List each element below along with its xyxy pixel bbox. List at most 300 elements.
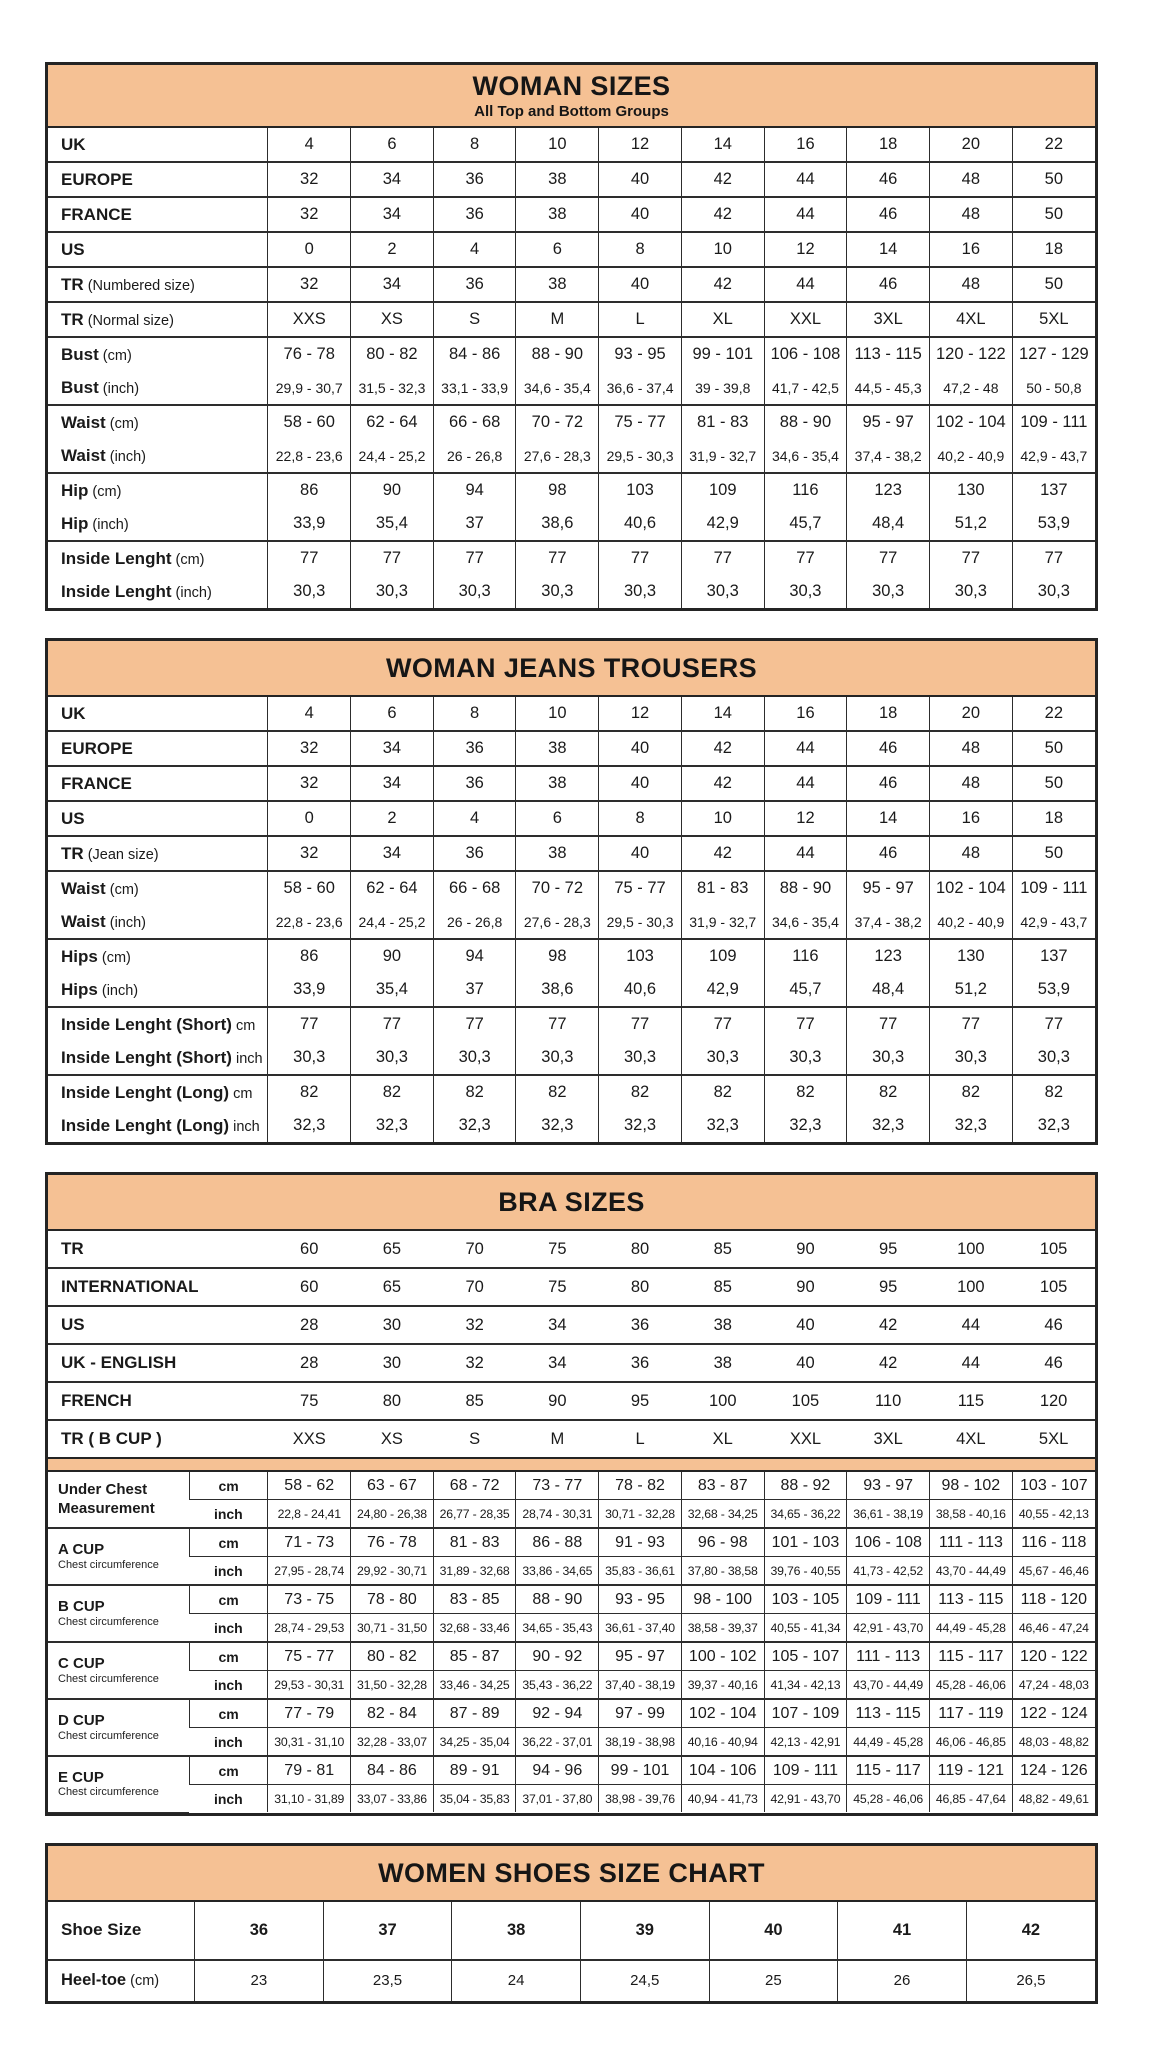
table-row	[48, 1268, 1095, 1306]
size-cell: 93 - 95	[599, 1585, 682, 1614]
size-cell: 35,4	[351, 507, 434, 541]
size-cell: 90	[351, 473, 434, 507]
size-cell: 36	[433, 766, 516, 801]
size-cell: 30,3	[930, 1041, 1013, 1075]
size-cell: 10	[516, 697, 599, 731]
size-cell: 95	[847, 1231, 930, 1268]
table-row	[48, 905, 1095, 939]
size-cell: 66 - 68	[433, 405, 516, 439]
size-cell: 31,50 - 32,28	[351, 1671, 434, 1700]
size-cell: 71 - 73	[268, 1528, 351, 1557]
size-cell: 100	[681, 1382, 764, 1420]
size-cell: 42	[681, 162, 764, 197]
row-label-text: Waist	[61, 412, 106, 432]
size-cell: 42	[681, 197, 764, 232]
row-label-note: (inch)	[105, 914, 147, 931]
unit-cell: inch	[189, 1671, 268, 1700]
size-cell: 95	[847, 1268, 930, 1306]
row-label	[48, 197, 268, 232]
size-cell: 34	[351, 162, 434, 197]
unit-cell: inch	[189, 1785, 268, 1813]
size-cell: 32	[433, 1306, 516, 1344]
size-cell: L	[599, 302, 682, 337]
size-cell: 30,3	[847, 575, 930, 608]
size-cell: 103 - 107	[1012, 1472, 1095, 1500]
size-cell: 36,61 - 37,40	[599, 1614, 682, 1643]
size-cell: 77	[764, 541, 847, 575]
size-cell: 110	[847, 1382, 930, 1420]
row-label-note: (cm)	[105, 881, 139, 898]
size-cell: 62 - 64	[351, 871, 434, 905]
row-label-text: E CUP	[58, 1768, 104, 1786]
size-cell: 82	[599, 1075, 682, 1109]
size-cell: 38	[681, 1344, 764, 1382]
size-cell: 80	[599, 1231, 682, 1268]
table-row	[48, 1728, 1095, 1757]
size-cell: 95 - 97	[847, 405, 930, 439]
size-cell: 36	[433, 836, 516, 871]
row-label-text: FRENCH	[61, 1391, 132, 1410]
size-cell: 5XL	[1012, 1420, 1095, 1457]
size-cell: 32,3	[681, 1109, 764, 1142]
size-cell: 35,4	[351, 973, 434, 1007]
row-label	[48, 1382, 268, 1420]
size-cell: 22	[1012, 697, 1095, 731]
table-row	[48, 1306, 1095, 1344]
row-label	[48, 1472, 189, 1528]
size-cell: 100	[930, 1268, 1013, 1306]
size-cell: 83 - 87	[681, 1472, 764, 1500]
size-cell: 30,3	[681, 575, 764, 608]
size-cell: 38	[516, 766, 599, 801]
size-cell: 31,9 - 32,7	[681, 439, 764, 473]
table-row	[48, 871, 1095, 905]
size-cell: 120 - 122	[1012, 1642, 1095, 1671]
size-cell: 32,3	[930, 1109, 1013, 1142]
size-cell: 98 - 102	[929, 1472, 1012, 1500]
size-cell: 29,92 - 30,71	[351, 1557, 434, 1586]
size-cell: 45,7	[764, 973, 847, 1007]
table-row	[48, 162, 1095, 197]
size-cell: 32,3	[433, 1109, 516, 1142]
size-cell: 3XL	[847, 302, 930, 337]
size-cell: 30,3	[433, 1041, 516, 1075]
size-cell: 40	[764, 1306, 847, 1344]
size-cell: 45,7	[764, 507, 847, 541]
size-cell: 46	[847, 267, 930, 302]
size-cell: 36	[433, 197, 516, 232]
size-cell: 103	[599, 473, 682, 507]
size-cell: 31,89 - 32,68	[433, 1557, 516, 1586]
table-row	[48, 1382, 1095, 1420]
row-label	[48, 541, 268, 575]
table-row	[48, 1007, 1095, 1041]
size-cell: 33,46 - 34,25	[433, 1671, 516, 1700]
size-cell: 98 - 100	[681, 1585, 764, 1614]
size-cell: 77	[681, 541, 764, 575]
size-cell: 106 - 108	[764, 337, 847, 371]
row-label-text: FRANCE	[61, 773, 132, 793]
size-cell: 85	[681, 1268, 764, 1306]
size-cell: 82	[930, 1075, 1013, 1109]
size-cell: 38	[516, 162, 599, 197]
row-label-text: Heel-toe	[61, 1971, 127, 1989]
bra-sizes-upper-grid	[48, 1231, 1095, 1457]
size-cell: 86	[268, 939, 351, 973]
size-cell: 30,3	[433, 575, 516, 608]
size-cell: 26	[838, 1960, 967, 2001]
size-cell: 111 - 113	[847, 1642, 930, 1671]
size-cell: 75 - 77	[268, 1642, 351, 1671]
row-label	[48, 1528, 189, 1585]
size-cell: 41,34 - 42,13	[764, 1671, 847, 1700]
size-cell: 92 - 94	[516, 1699, 599, 1728]
row-label-text: C CUP	[58, 1654, 105, 1672]
size-cell: 99 - 101	[599, 1756, 682, 1785]
size-cell: 30,3	[1012, 1041, 1095, 1075]
size-cell: 48	[930, 836, 1013, 871]
size-cell: 24	[452, 1960, 581, 2001]
size-cell: 82	[516, 1075, 599, 1109]
size-cell: 36	[433, 267, 516, 302]
row-label	[48, 507, 268, 541]
size-cell: 116	[764, 939, 847, 973]
row-label-text: Waist	[61, 878, 106, 898]
size-cell: 60	[268, 1268, 351, 1306]
size-cell: 42	[847, 1344, 930, 1382]
row-label	[48, 267, 268, 302]
size-cell: 48,03 - 48,82	[1012, 1728, 1095, 1757]
size-cell: 39,76 - 40,55	[764, 1557, 847, 1586]
size-cell: 48,82 - 49,61	[1012, 1785, 1095, 1813]
size-cell: 2	[351, 232, 434, 267]
size-cell: 65	[351, 1268, 434, 1306]
size-cell: 119 - 121	[929, 1756, 1012, 1785]
size-cell: 32,68 - 34,25	[681, 1500, 764, 1529]
size-cell: 89 - 91	[433, 1756, 516, 1785]
size-cell: 34	[516, 1344, 599, 1382]
size-cell: 87 - 89	[433, 1699, 516, 1728]
size-cell: 80	[599, 1268, 682, 1306]
row-label-text: FRANCE	[61, 204, 132, 224]
size-cell: 86 - 88	[516, 1528, 599, 1557]
row-label-note: inch	[229, 1118, 260, 1135]
table-row	[48, 197, 1095, 232]
size-cell: 30	[351, 1306, 434, 1344]
size-cell: 36	[433, 731, 516, 766]
size-cell: 35,83 - 36,61	[599, 1557, 682, 1586]
size-cell: 40,94 - 41,73	[681, 1785, 764, 1813]
size-cell: 79 - 81	[268, 1756, 351, 1785]
size-cell: 8	[599, 232, 682, 267]
size-cell: 38,19 - 38,98	[599, 1728, 682, 1757]
size-cell: 12	[764, 801, 847, 836]
size-cell: 38	[681, 1306, 764, 1344]
row-label-text: TR	[61, 274, 84, 294]
size-cell: 29,5 - 30,3	[599, 905, 682, 939]
size-cell: 109	[681, 939, 764, 973]
size-cell: 104 - 106	[681, 1756, 764, 1785]
row-label-text: INTERNATIONAL	[61, 1277, 199, 1296]
size-cell: 32,3	[764, 1109, 847, 1142]
size-cell: XXL	[764, 302, 847, 337]
size-cell: 50	[1012, 836, 1095, 871]
row-label-text: Inside Lenght	[61, 581, 172, 601]
size-cell: 127 - 129	[1012, 337, 1095, 371]
row-label-note: (cm)	[98, 347, 132, 364]
row-label-sub: Chest circumference	[58, 1558, 159, 1571]
row-label-note: cm	[229, 1085, 253, 1102]
size-cell: 42,91 - 43,70	[847, 1614, 930, 1643]
size-cell: 34,6 - 35,4	[764, 439, 847, 473]
size-cell: 77	[599, 541, 682, 575]
row-label-note: (cm)	[126, 1973, 160, 1989]
table-row	[48, 1344, 1095, 1382]
row-label	[48, 905, 268, 939]
size-cell: 38,58 - 40,16	[929, 1500, 1012, 1529]
size-cell: 48	[930, 766, 1013, 801]
row-label-text: Waist	[61, 911, 106, 931]
size-cell: 4	[433, 232, 516, 267]
size-cell: 30,31 - 31,10	[268, 1728, 351, 1757]
size-cell: 48	[930, 731, 1013, 766]
row-label-note: inch	[231, 1050, 263, 1067]
size-cell: 5XL	[1012, 302, 1095, 337]
row-label-text: Waist	[61, 445, 106, 465]
size-cell: 6	[351, 128, 434, 162]
row-label-text: Bust	[61, 377, 99, 397]
size-cell: 50	[1012, 197, 1095, 232]
size-cell: 45,67 - 46,46	[1012, 1557, 1095, 1586]
row-label-text: TR	[61, 309, 84, 329]
size-cell: 30,3	[599, 1041, 682, 1075]
women-shoes-size-chart-table	[45, 1843, 1098, 2004]
row-label	[48, 439, 268, 473]
size-cell: 24,80 - 26,38	[351, 1500, 434, 1529]
size-cell: 28,74 - 30,31	[516, 1500, 599, 1529]
size-cell: 30,3	[351, 575, 434, 608]
row-label-note: (cm)	[97, 949, 131, 966]
size-cell: 40,16 - 40,94	[681, 1728, 764, 1757]
size-cell: 37,01 - 37,80	[516, 1785, 599, 1813]
row-label-text: US	[61, 239, 85, 259]
size-cell: 48	[930, 197, 1013, 232]
row-label	[48, 405, 268, 439]
row-label	[48, 1344, 268, 1382]
size-cell: 82 - 84	[351, 1699, 434, 1728]
size-cell: 32	[268, 162, 351, 197]
size-cell: 34	[351, 836, 434, 871]
size-cell: 40	[599, 162, 682, 197]
size-cell: 36	[195, 1902, 324, 1960]
size-cell: XS	[351, 1420, 434, 1457]
size-cell: 76 - 78	[268, 337, 351, 371]
table-row	[48, 1960, 1095, 2001]
size-cell: 4	[433, 801, 516, 836]
size-cell: 81 - 83	[681, 405, 764, 439]
size-cell: 37	[323, 1902, 452, 1960]
row-label-text: TR	[61, 843, 84, 863]
size-cell: 30,3	[764, 575, 847, 608]
size-cell: 82	[1012, 1075, 1095, 1109]
row-label-text: Hips	[61, 946, 98, 966]
size-cell: 113 - 115	[929, 1585, 1012, 1614]
table-row	[48, 1902, 1095, 1960]
size-cell: 113 - 115	[847, 337, 930, 371]
row-label-text: US	[61, 808, 85, 828]
size-cell: 42,9 - 43,7	[1012, 905, 1095, 939]
row-label-text: Inside Lenght (Short)	[61, 1047, 232, 1067]
size-cell: 32	[268, 766, 351, 801]
size-cell: 40,55 - 41,34	[764, 1614, 847, 1643]
size-cell: 40	[599, 197, 682, 232]
size-cell: 26,5	[966, 1960, 1095, 2001]
size-cell: 38,58 - 39,37	[681, 1614, 764, 1643]
table-row	[48, 337, 1095, 371]
size-cell: 16	[764, 128, 847, 162]
size-cell: 34,25 - 35,04	[433, 1728, 516, 1757]
row-label-note: cm	[231, 1017, 256, 1034]
size-cell: 38	[516, 731, 599, 766]
table-row	[48, 439, 1095, 473]
row-label	[48, 1960, 195, 2001]
size-cell: 34	[351, 766, 434, 801]
size-cell: 41,7 - 42,5	[764, 371, 847, 405]
row-label	[48, 1902, 195, 1960]
size-cell: 44,49 - 45,28	[847, 1728, 930, 1757]
size-cell: 80 - 82	[351, 337, 434, 371]
size-cell: 77	[681, 1007, 764, 1041]
size-cell: 30,71 - 31,50	[351, 1614, 434, 1643]
size-cell: 31,5 - 32,3	[351, 371, 434, 405]
row-label	[48, 1041, 268, 1075]
row-label	[48, 1642, 189, 1699]
size-cell: 115 - 117	[929, 1642, 1012, 1671]
size-cell: 24,4 - 25,2	[351, 905, 434, 939]
size-cell: 38	[516, 267, 599, 302]
table-row	[48, 128, 1095, 162]
size-cell: 14	[847, 232, 930, 267]
table-row	[48, 1231, 1095, 1268]
size-cell: 83 - 85	[433, 1585, 516, 1614]
size-cell: 40	[599, 836, 682, 871]
table-row	[48, 1671, 1095, 1700]
size-cell: 36	[599, 1344, 682, 1382]
size-cell: 116 - 118	[1012, 1528, 1095, 1557]
woman-sizes-grid	[48, 128, 1095, 608]
size-cell: 77	[847, 1007, 930, 1041]
size-cell: 77	[847, 541, 930, 575]
size-cell: 98	[516, 473, 599, 507]
size-cell: 51,2	[930, 973, 1013, 1007]
size-cell: 103	[599, 939, 682, 973]
size-cell: 48,4	[847, 973, 930, 1007]
size-cell: 77 - 79	[268, 1699, 351, 1728]
size-cell: 30,3	[764, 1041, 847, 1075]
size-cell: 38	[516, 197, 599, 232]
size-cell: 14	[847, 801, 930, 836]
row-label-text: EUROPE	[61, 738, 133, 758]
row-label-note: (inch)	[88, 516, 129, 533]
row-label-note: (inch)	[171, 584, 212, 601]
size-cell: 103 - 105	[764, 1585, 847, 1614]
size-cell: 37	[433, 973, 516, 1007]
row-label	[48, 871, 268, 905]
size-cell: 58 - 62	[268, 1472, 351, 1500]
size-cell: 18	[1012, 801, 1095, 836]
size-cell: 82	[268, 1075, 351, 1109]
size-cell: 85 - 87	[433, 1642, 516, 1671]
table-row	[48, 1557, 1095, 1586]
size-cell: 77	[599, 1007, 682, 1041]
size-cell: 32,28 - 33,07	[351, 1728, 434, 1757]
size-cell: 2	[351, 801, 434, 836]
size-cell: 47,2 - 48	[930, 371, 1013, 405]
size-cell: 109 - 111	[764, 1756, 847, 1785]
size-cell: 94	[433, 939, 516, 973]
size-cell: 32,3	[351, 1109, 434, 1142]
size-cell: XL	[681, 302, 764, 337]
size-cell: 10	[681, 232, 764, 267]
row-label	[48, 766, 268, 801]
unit-cell: cm	[189, 1642, 268, 1671]
size-cell: 6	[516, 801, 599, 836]
row-label-text: US	[61, 1315, 85, 1334]
size-cell: 46,06 - 46,85	[929, 1728, 1012, 1757]
size-cell: 85	[681, 1231, 764, 1268]
row-label-text: UK - ENGLISH	[61, 1353, 177, 1372]
size-cell: 82	[847, 1075, 930, 1109]
row-label	[48, 1231, 268, 1268]
row-label-note: (cm)	[105, 415, 139, 432]
size-cell: 100 - 102	[681, 1642, 764, 1671]
size-cell: 77	[764, 1007, 847, 1041]
size-cell: 95 - 97	[599, 1642, 682, 1671]
size-cell: 51,2	[930, 507, 1013, 541]
table-subtitle: All Top and Bottom Groups	[474, 103, 669, 120]
size-cell: 26,77 - 28,35	[433, 1500, 516, 1529]
size-cell: 117 - 119	[929, 1699, 1012, 1728]
row-label-note: (inch)	[105, 448, 147, 465]
size-cell: 25	[709, 1960, 838, 2001]
size-cell: 14	[681, 697, 764, 731]
size-cell: 115	[930, 1382, 1013, 1420]
bra-sizes-header	[48, 1175, 1095, 1231]
size-cell: 42,9 - 43,7	[1012, 439, 1095, 473]
size-cell: 95 - 97	[847, 871, 930, 905]
size-cell: 123	[847, 939, 930, 973]
size-cell: 29,5 - 30,3	[599, 439, 682, 473]
unit-cell: cm	[189, 1472, 268, 1500]
size-cell: 36,6 - 37,4	[599, 371, 682, 405]
size-cell: 44	[764, 731, 847, 766]
size-cell: 33,1 - 33,9	[433, 371, 516, 405]
size-cell: 102 - 104	[930, 871, 1013, 905]
bra-sizes-measurement-grid	[48, 1472, 1095, 1813]
size-cell: 10	[516, 128, 599, 162]
size-cell: 73 - 77	[516, 1472, 599, 1500]
size-cell: 82	[351, 1075, 434, 1109]
size-cell: 30,3	[351, 1041, 434, 1075]
table-row	[48, 1472, 1095, 1500]
size-cell: 29,53 - 30,31	[268, 1671, 351, 1700]
size-cell: 42	[966, 1902, 1095, 1960]
size-cell: 88 - 92	[764, 1472, 847, 1500]
size-cell: 85	[433, 1382, 516, 1420]
row-label	[48, 1585, 189, 1642]
size-cell: 16	[930, 801, 1013, 836]
size-cell: 22,8 - 23,6	[268, 905, 351, 939]
